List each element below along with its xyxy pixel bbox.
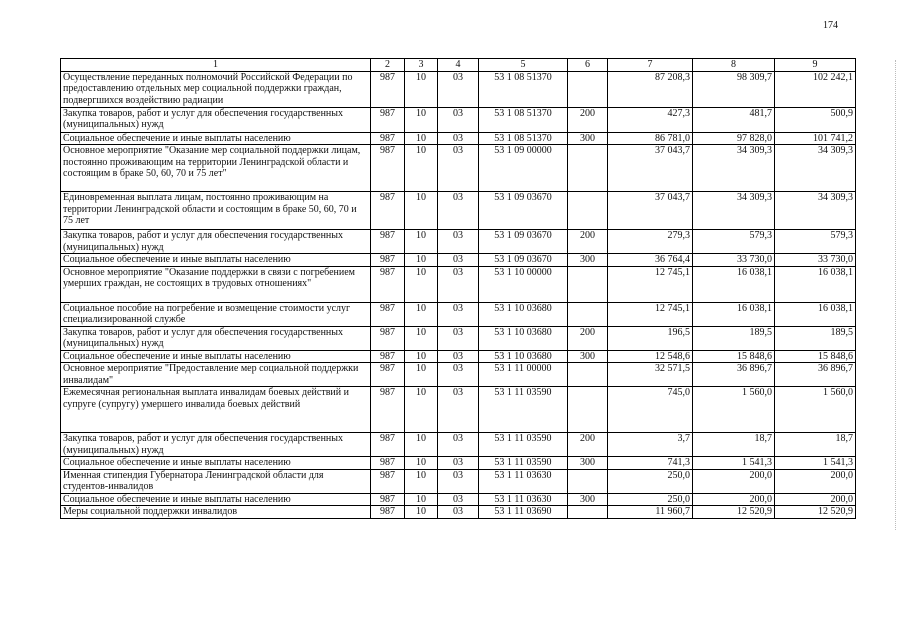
table-cell: 10 [405,230,438,254]
table-cell: 200 [568,230,608,254]
column-header: 4 [438,59,479,72]
table-cell: 300 [568,132,608,145]
table-row [61,302,856,326]
row-name-cell: Закупка товаров, работ и услуг для обеспечения государственных (муниципальных) нужд [61,433,371,457]
table-cell: 53 1 09 03670 [479,230,568,254]
table-cell: 86 781,0 [608,132,693,145]
table-cell: 18,7 [775,433,856,457]
table-cell: 481,7 [693,107,775,132]
table-cell: 987 [371,387,405,433]
table-cell: 03 [438,230,479,254]
table-cell: 36 896,7 [775,363,856,387]
table-cell: 579,3 [775,230,856,254]
table-cell: 10 [405,506,438,519]
table-row [61,254,856,267]
table-cell: 189,5 [693,326,775,350]
table-cell: 200,0 [693,469,775,493]
table-cell [568,469,608,493]
table-cell: 987 [371,457,405,470]
table-cell: 53 1 10 03680 [479,302,568,326]
table-row [61,230,856,254]
table-cell: 53 1 10 00000 [479,266,568,302]
table-cell: 987 [371,230,405,254]
table-row [61,350,856,363]
table-cell: 200,0 [775,493,856,506]
table-cell: 250,0 [608,493,693,506]
column-header: 3 [405,59,438,72]
table-row [61,493,856,506]
table-cell: 03 [438,387,479,433]
table-cell [568,71,608,107]
table-cell: 987 [371,266,405,302]
table-cell: 03 [438,192,479,230]
row-name-cell: Основное мероприятие "Оказание поддержки в связи с погребением умерших граждан, не состоящих в трудовых отношениях" [61,266,371,302]
table-cell: 53 1 11 03690 [479,506,568,519]
table-row [61,107,856,132]
table-cell: 200 [568,433,608,457]
table-cell: 987 [371,192,405,230]
table-row [61,145,856,192]
row-name-cell: Социальное обеспечение и иные выплаты населению [61,350,371,363]
table-cell: 03 [438,145,479,192]
table-cell: 10 [405,192,438,230]
table-row [61,71,856,107]
table-cell: 34 309,3 [775,145,856,192]
table-cell: 16 038,1 [775,266,856,302]
table-cell: 53 1 11 03590 [479,387,568,433]
table-cell: 03 [438,493,479,506]
table-cell: 03 [438,457,479,470]
row-name-cell: Социальное обеспечение и иные выплаты населению [61,493,371,506]
table-cell: 1 541,3 [775,457,856,470]
table-cell: 500,9 [775,107,856,132]
table-cell: 10 [405,71,438,107]
table-row [61,363,856,387]
table-cell: 741,3 [608,457,693,470]
row-name-cell: Закупка товаров, работ и услуг для обеспечения государственных (муниципальных) нужд [61,230,371,254]
table-cell: 987 [371,132,405,145]
table-cell: 15 848,6 [693,350,775,363]
table-cell: 10 [405,326,438,350]
table-cell: 987 [371,71,405,107]
column-header: 8 [693,59,775,72]
table-cell: 53 1 11 03630 [479,493,568,506]
column-header: 7 [608,59,693,72]
row-name-cell: Ежемесячная региональная выплата инвалидам боевых действий и супруге (супругу) умершего инвалида боевых действий [61,387,371,433]
table-cell: 33 730,0 [775,254,856,267]
column-header: 9 [775,59,856,72]
table-cell: 03 [438,266,479,302]
table-cell [568,192,608,230]
table-cell: 745,0 [608,387,693,433]
table-cell: 53 1 09 03670 [479,254,568,267]
table-row [61,132,856,145]
table-cell: 53 1 09 00000 [479,145,568,192]
table-cell: 10 [405,469,438,493]
row-name-cell: Социальное пособие на погребение и возмещение стоимости услуг специализированной службе [61,302,371,326]
table-cell: 987 [371,145,405,192]
table-cell: 36 896,7 [693,363,775,387]
column-header: 5 [479,59,568,72]
table-cell: 53 1 08 51370 [479,71,568,107]
table-row [61,457,856,470]
table-cell: 987 [371,107,405,132]
table-cell: 10 [405,387,438,433]
table-cell: 10 [405,145,438,192]
table-row [61,506,856,519]
table-cell: 12 520,9 [775,506,856,519]
table-cell: 300 [568,457,608,470]
table-cell: 37 043,7 [608,145,693,192]
table-cell: 300 [568,254,608,267]
table-cell: 987 [371,363,405,387]
table-cell: 12 745,1 [608,266,693,302]
header-row [61,59,856,72]
table-cell: 03 [438,254,479,267]
table-cell: 34 309,3 [693,192,775,230]
table-cell: 98 309,7 [693,71,775,107]
table-cell [568,387,608,433]
table-cell: 987 [371,350,405,363]
table-cell: 03 [438,107,479,132]
table-cell: 53 1 11 03590 [479,433,568,457]
row-name-cell: Социальное обеспечение и иные выплаты населению [61,254,371,267]
table-cell: 34 309,3 [693,145,775,192]
table-cell: 53 1 10 03680 [479,350,568,363]
table-cell: 987 [371,506,405,519]
table-cell: 32 571,5 [608,363,693,387]
table-cell: 03 [438,302,479,326]
table-cell: 279,3 [608,230,693,254]
table-cell: 53 1 11 03590 [479,457,568,470]
table-cell: 03 [438,132,479,145]
table-cell: 16 038,1 [693,266,775,302]
table-cell: 987 [371,254,405,267]
column-header: 6 [568,59,608,72]
table-cell: 53 1 11 03630 [479,469,568,493]
table-cell: 10 [405,457,438,470]
table-body [61,71,856,518]
table-cell [568,363,608,387]
table-row [61,266,856,302]
table-cell: 10 [405,350,438,363]
table-row [61,192,856,230]
table-cell: 03 [438,71,479,107]
table-cell: 53 1 08 51370 [479,132,568,145]
row-name-cell: Меры социальной поддержки инвалидов [61,506,371,519]
row-name-cell: Социальное обеспечение и иные выплаты населению [61,457,371,470]
table-cell: 10 [405,254,438,267]
scan-edge-mark [895,60,897,530]
table-cell: 987 [371,302,405,326]
row-name-cell: Закупка товаров, работ и услуг для обеспечения государственных (муниципальных) нужд [61,326,371,350]
table-cell: 10 [405,363,438,387]
table-cell: 03 [438,433,479,457]
table-cell: 53 1 11 00000 [479,363,568,387]
table-cell [568,506,608,519]
table-cell: 12 745,1 [608,302,693,326]
table-cell: 87 208,3 [608,71,693,107]
row-name-cell: Закупка товаров, работ и услуг для обеспечения государственных (муниципальных) нужд [61,107,371,132]
table-cell: 196,5 [608,326,693,350]
table-cell: 16 038,1 [693,302,775,326]
table-cell: 12 548,6 [608,350,693,363]
table-row [61,326,856,350]
table-cell: 53 1 09 03670 [479,192,568,230]
table-cell: 3,7 [608,433,693,457]
table-row [61,387,856,433]
table-cell: 16 038,1 [775,302,856,326]
table-cell: 250,0 [608,469,693,493]
table-cell: 03 [438,326,479,350]
table-cell: 987 [371,469,405,493]
column-header: 1 [61,59,371,72]
table-cell: 10 [405,493,438,506]
table-cell: 10 [405,433,438,457]
table-cell: 37 043,7 [608,192,693,230]
table-cell: 03 [438,350,479,363]
table-cell: 12 520,9 [693,506,775,519]
table-cell: 189,5 [775,326,856,350]
table-cell [568,266,608,302]
table-cell: 33 730,0 [693,254,775,267]
table-cell: 200,0 [693,493,775,506]
table-cell [568,302,608,326]
table-cell: 300 [568,350,608,363]
table-cell: 1 560,0 [775,387,856,433]
table-cell: 10 [405,266,438,302]
table-cell: 03 [438,363,479,387]
table-cell: 10 [405,107,438,132]
table-cell: 53 1 10 03680 [479,326,568,350]
table-cell: 10 [405,302,438,326]
table-cell: 101 741,2 [775,132,856,145]
page-number: 174 [823,20,838,31]
row-name-cell: Основное мероприятие "Предоставление мер социальной поддержки инвалидам" [61,363,371,387]
table-cell [568,145,608,192]
table-cell: 579,3 [693,230,775,254]
table-row [61,469,856,493]
table-cell: 200 [568,326,608,350]
table-cell: 987 [371,433,405,457]
row-name-cell: Именная стипендия Губернатора Ленинградской области для студентов-инвалидов [61,469,371,493]
table-cell: 1 541,3 [693,457,775,470]
table-cell: 300 [568,493,608,506]
budget-table [60,58,856,519]
table-cell: 34 309,3 [775,192,856,230]
table-cell: 36 764,4 [608,254,693,267]
table-cell: 987 [371,493,405,506]
table-cell: 427,3 [608,107,693,132]
table-cell: 97 828,0 [693,132,775,145]
table-cell: 1 560,0 [693,387,775,433]
table-cell: 10 [405,132,438,145]
row-name-cell: Социальное обеспечение и иные выплаты населению [61,132,371,145]
row-name-cell: Единовременная выплата лицам, постоянно проживающим на территории Ленинградской области и состоящим в браке 50, 60, 70 и 75 лет [61,192,371,230]
table-cell: 200,0 [775,469,856,493]
table-cell: 03 [438,469,479,493]
table-row [61,433,856,457]
column-header: 2 [371,59,405,72]
table-cell: 03 [438,506,479,519]
table-cell: 102 242,1 [775,71,856,107]
table-cell: 200 [568,107,608,132]
table-cell: 53 1 08 51370 [479,107,568,132]
table-cell: 18,7 [693,433,775,457]
table-cell: 987 [371,326,405,350]
row-name-cell: Осуществление переданных полномочий Российской Федерации по предоставлению отдельных мер социальной поддержки граждан, подвергшихся воздействию радиации [61,71,371,107]
table-cell: 11 960,7 [608,506,693,519]
row-name-cell: Основное мероприятие "Оказание мер социальной поддержки лицам, постоянно проживающим на территории Ленинградской области и состоящим в браке 50, 60, 70 и 75 лет" [61,145,371,192]
table-cell: 15 848,6 [775,350,856,363]
